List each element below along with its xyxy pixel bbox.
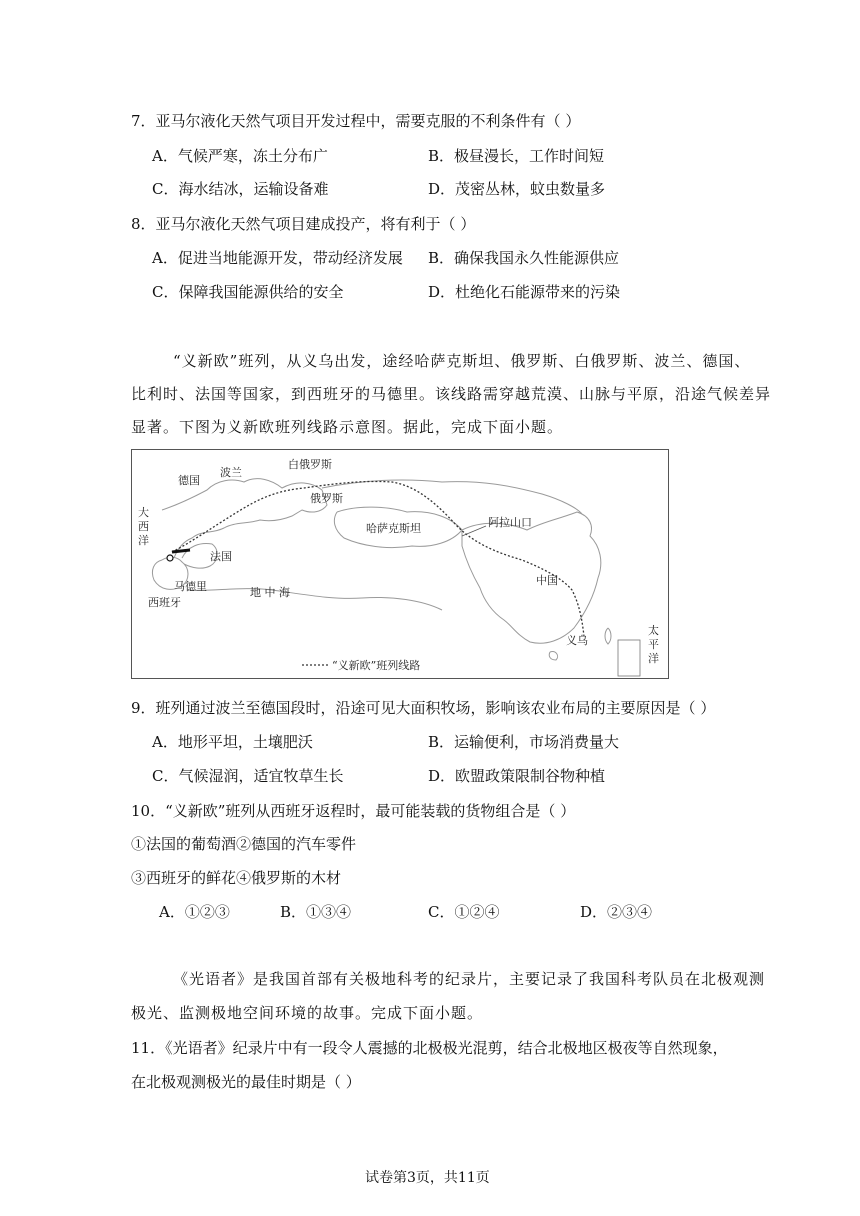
q10-option-b[interactable]: B．①③④ — [280, 903, 352, 921]
madrid-marker — [167, 555, 173, 561]
q10-option-a[interactable]: A．①②③ — [159, 903, 230, 921]
passage1-line-3: 显著。下图为义新欧班列线路示意图。据此，完成下面小题。 — [131, 418, 564, 436]
label-pacific-1: 太 — [648, 624, 659, 637]
q10-option-c[interactable]: C．①②④ — [428, 903, 500, 921]
passage2-line-2: 极光、监测极地空间环境的故事。完成下面小题。 — [131, 1004, 484, 1022]
q9-stem: 9．班列通过波兰至德国段时，沿途可见大面积牧场，影响该农业布局的主要原因是（ ） — [131, 699, 716, 717]
europe-coast — [162, 479, 327, 558]
q11-stem-line-2: 在北极观测极光的最佳时期是（ ） — [131, 1073, 361, 1091]
label-germany: 德国 — [178, 474, 200, 487]
q9-option-a[interactable]: A．地形平坦，土壤肥沃 — [152, 733, 313, 751]
hainan — [549, 652, 557, 660]
taiwan — [605, 628, 611, 644]
passage2-line-1: 《光语者》是我国首部有关极地科考的纪录片，主要记录了我国科考队员在北极观测 — [173, 970, 766, 988]
q10-item-line-2: ③西班牙的鲜花④俄罗斯的木材 — [131, 869, 342, 887]
passage1-line-1: “义新欧”班列，从义乌出发，途经哈萨克斯坦、俄罗斯、白俄罗斯、波兰、德国、 — [173, 352, 751, 370]
label-mediterranean: 地 中 海 — [250, 586, 290, 599]
q7-option-b[interactable]: B．极昼漫长，工作时间短 — [428, 147, 605, 165]
q7-option-d[interactable]: D．茂密丛林，蚊虫数量多 — [428, 180, 606, 198]
label-pacific-3: 洋 — [648, 652, 659, 665]
q10-option-d[interactable]: D．②③④ — [580, 903, 653, 921]
q11-stem-line-1: 11．《光语者》纪录片中有一段令人震撼的北极极光混剪，结合北极地区极夜等自然现象， — [131, 1039, 728, 1057]
label-poland: 波兰 — [220, 466, 242, 479]
passage1-line-2: 比利时、法国等国家，到西班牙的马德里。该线路需穿越荒漠、山脉与平原，沿途气候差异 — [131, 385, 772, 403]
q8-option-a[interactable]: A．促进当地能源开发，带动经济发展 — [152, 249, 403, 267]
q7-option-c[interactable]: C．海水结冰，运输设备难 — [152, 180, 329, 198]
q7-stem: 7．亚马尔液化天然气项目开发过程中，需要克服的不利条件有（ ） — [131, 112, 581, 130]
label-atlantic-3: 洋 — [138, 534, 149, 547]
china-outline — [462, 512, 601, 643]
q9-option-c[interactable]: C．气候湿润，适宜牧草生长 — [152, 767, 344, 785]
label-atlantic-2: 西 — [138, 520, 149, 533]
alashankou-leader — [462, 526, 486, 536]
label-france: 法国 — [210, 550, 232, 563]
page-footer: 试卷第3页，共11页 — [365, 1170, 490, 1186]
russia-north — [322, 480, 582, 514]
label-kazakhstan: 哈萨克斯坦 — [366, 522, 421, 535]
label-atlantic-1: 大 — [138, 506, 149, 519]
label-yiwu: 义乌 — [566, 634, 588, 647]
q9-option-b[interactable]: B．运输便利，市场消费量大 — [428, 733, 620, 751]
q8-option-c[interactable]: C．保障我国能源供给的安全 — [152, 283, 344, 301]
south-china-sea-inset — [618, 640, 640, 676]
q8-option-b[interactable]: B．确保我国永久性能源供应 — [428, 249, 620, 267]
q9-option-d[interactable]: D．欧盟政策限制谷物种植 — [428, 767, 606, 785]
legend-label: “义新欧”班列线路 — [332, 659, 421, 672]
q10-item-line-1: ①法国的葡萄酒②德国的汽车零件 — [131, 835, 357, 853]
rail-route-spain-segment — [172, 550, 190, 552]
label-spain: 西班牙 — [148, 596, 181, 609]
label-russia: 俄罗斯 — [310, 492, 343, 505]
q10-stem: 10．“义新欧”班列从西班牙返程时，最可能装载的货物组合是（ ） — [131, 802, 576, 820]
label-belarus: 白俄罗斯 — [288, 458, 332, 471]
route-map-drawing — [132, 450, 670, 680]
label-madrid: 马德里 — [174, 580, 207, 593]
route-map — [131, 449, 669, 679]
label-china: 中国 — [536, 574, 558, 587]
q8-stem: 8．亚马尔液化天然气项目建成投产，将有利于（ ） — [131, 215, 476, 233]
q7-option-a[interactable]: A．气候严寒，冻土分布广 — [152, 147, 328, 165]
q8-option-d[interactable]: D．杜绝化石能源带来的污染 — [428, 283, 621, 301]
rail-route-line — [172, 481, 584, 636]
label-pacific-2: 平 — [648, 638, 659, 651]
med-coast — [187, 589, 442, 610]
label-alashankou: 阿拉山口 — [488, 516, 532, 529]
